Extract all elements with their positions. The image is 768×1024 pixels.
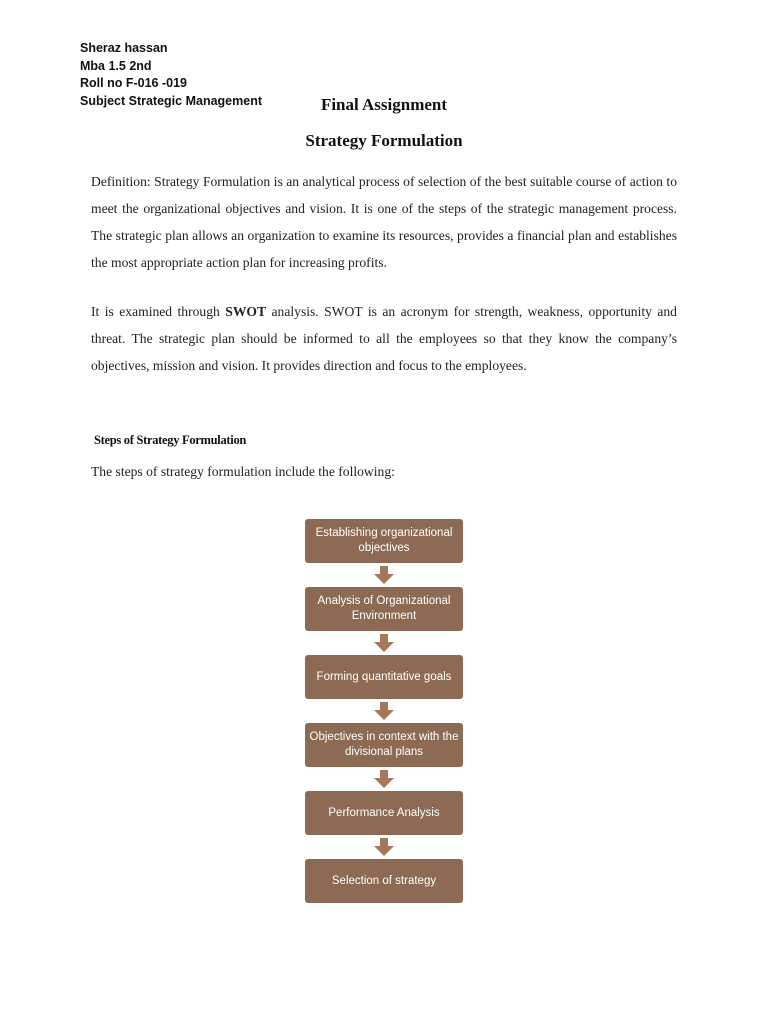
flowchart <box>305 519 463 903</box>
flow-step-5: Performance Analysis <box>305 791 463 835</box>
down-arrow-icon <box>305 699 463 723</box>
down-arrow-icon <box>305 631 463 655</box>
document-subtitle: Strategy Formulation <box>305 131 463 150</box>
roll-number: Roll no F-016 -019 <box>80 76 187 90</box>
flow-step-2: Analysis of Organizational Environment <box>305 587 463 631</box>
down-arrow-icon <box>305 563 463 587</box>
author-name: Sheraz hassan <box>80 41 168 55</box>
steps-heading: Steps of Strategy Formulation <box>94 433 247 447</box>
swot-paragraph <box>91 298 677 379</box>
flow-step-4: Objectives in context with the divisional plans <box>305 723 463 767</box>
flow-step-1: Establishing organizational objectives <box>305 519 463 563</box>
steps-intro: The steps of strategy formulation include the following: <box>91 464 395 479</box>
down-arrow-icon <box>305 835 463 859</box>
swot-bold: SWOT <box>225 304 267 319</box>
flow-step-3: Forming quantitative goals <box>305 655 463 699</box>
flow-step-6: Selection of strategy <box>305 859 463 903</box>
swot-text-before: It is examined through <box>91 304 226 319</box>
subject: Subject Strategic Management <box>80 93 262 108</box>
down-arrow-icon <box>305 767 463 791</box>
document-title: Final Assignment <box>320 95 448 114</box>
swot-text-after: analysis. SWOT is an acronym for strength, weakness, opportunity and threat. The strategic plan should be informed to all the employees so that they know the company’s objectives, mission and vision. It provides direction and focus to the employees. <box>91 304 677 373</box>
definition-paragraph: Definition: Strategy Formulation is an analytical process of selection of the best suitable course of action to meet the organizational objectives and vision. It is one of the steps of the strategic management process. The strategic plan allows an organization to examine its resources, provides a financial plan and establishes the most appropriate action plan for increasing profits. <box>91 174 677 270</box>
program: Mba 1.5 2nd <box>80 58 152 73</box>
